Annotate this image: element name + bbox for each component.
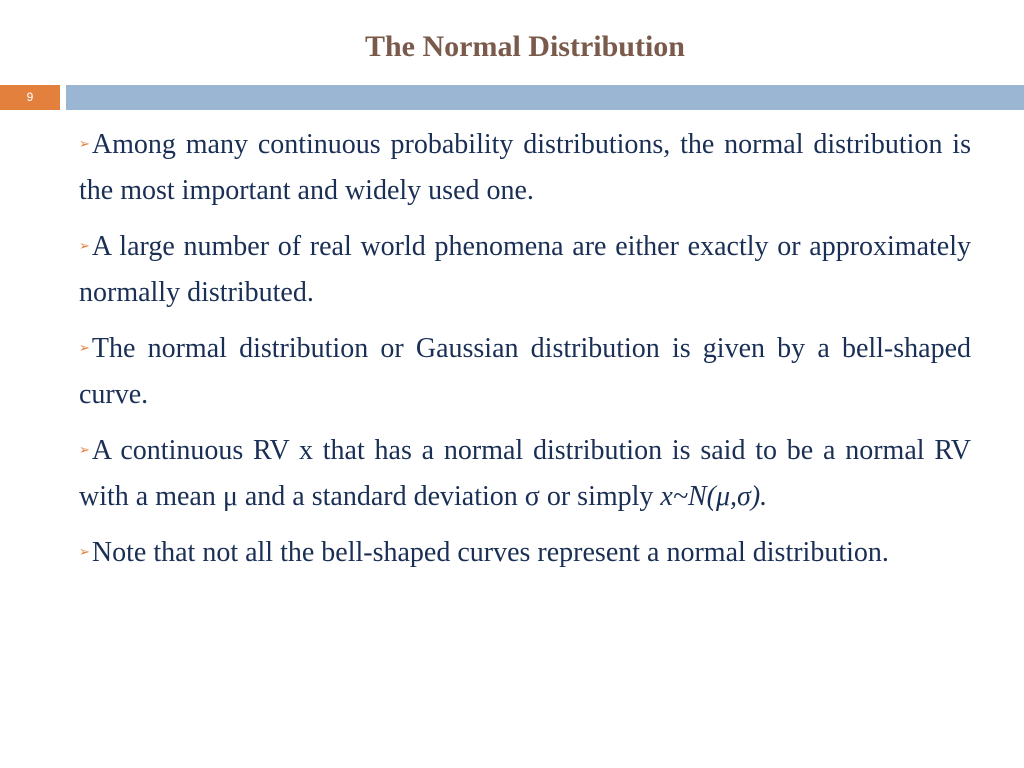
bullet-item xyxy=(79,326,971,418)
bullet-item xyxy=(79,224,971,316)
bullet-item xyxy=(79,530,971,576)
bullet-text: A continuous RV x that has a normal distribution is said to be a normal RV with a mean μ and a standard deviation σ or simply xyxy=(79,435,971,512)
slide-number: 9 xyxy=(0,85,60,110)
arrow-bullet-icon: ➢ xyxy=(79,137,90,152)
bullet-list xyxy=(79,122,971,586)
arrow-bullet-icon: ➢ xyxy=(79,341,90,356)
bullet-item xyxy=(79,122,971,214)
bullet-item xyxy=(79,428,971,520)
slide-title: The Normal Distribution xyxy=(364,30,685,63)
bullet-text: Note that not all the bell-shaped curves represent a normal distribution. xyxy=(91,537,889,568)
arrow-bullet-icon: ➢ xyxy=(79,545,90,560)
bullet-text: Among many continuous probability distributions, the normal distribution is the most important and widely used one. xyxy=(79,129,971,206)
header-bar xyxy=(66,85,1024,110)
arrow-bullet-icon: ➢ xyxy=(79,443,90,458)
bullet-text: A large number of real world phenomena are either exactly or approximately normally distributed. xyxy=(79,231,971,308)
math-notation: x~N(μ,σ). xyxy=(660,481,768,512)
arrow-bullet-icon: ➢ xyxy=(79,239,90,254)
bullet-text: The normal distribution or Gaussian distribution is given by a bell-shaped curve. xyxy=(79,333,971,410)
